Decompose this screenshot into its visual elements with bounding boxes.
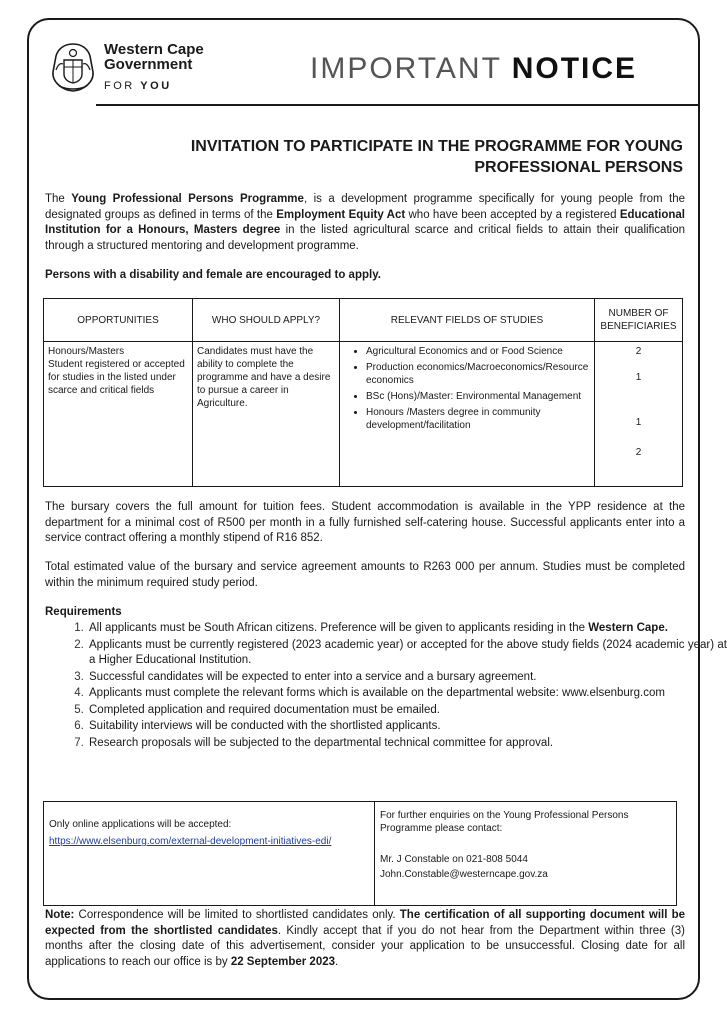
requirements-list [45,621,727,752]
requirement-item: 7. Research proposals will be subjected to the departmental technical committee for approval. [87,736,727,752]
note-label: Note: [45,909,75,921]
tagline-you: YOU [140,80,172,92]
numbers-cell [595,342,683,487]
header-fields: RELEVANT FIELDS OF STUDIES [340,299,595,342]
field-item: • Honours /Masters degree in community development/facilitation [366,406,590,432]
closing-date: 22 September 2023 [230,955,336,968]
requirement-item [87,621,727,637]
opportunity-cell [44,342,193,487]
opportunity-desc: Student registered or accepted for studies in the listed under scarce and critical fields [48,359,185,396]
fields-cell [340,342,595,487]
tagline-for: FOR [104,80,135,92]
requirement-text: All applicants must be South African citizens. Preference will be given to applicants residing in the [89,622,589,634]
field-item: • Agricultural Economics and or Food Science [366,345,590,358]
contact-email[interactable]: John.Constable@westerncape.gov.za [380,869,548,880]
requirement-region: Western Cape. [588,622,668,634]
requirement-item: 6. Suitability interviews will be conducted with the shortlisted applicants. [87,719,727,735]
brand-line-2: Government [104,56,193,73]
enquiry-cell [375,802,677,906]
headline-line-1: INVITATION TO PARTICIPATE IN THE PROGRAMME FOR YOUNG [190,138,683,155]
note-certification: The certification of all supporting document will be expected from the shortlisted candidates [45,909,685,937]
beneficiary-count: 2 [635,447,642,458]
requirement-item: 5. Completed application and required documentation must be emailed. [87,703,727,719]
intro-text: who have been accepted by a registered [405,208,620,221]
intro-programme-name: Young Professional Persons Programme [71,193,304,205]
beneficiary-count: 1 [635,417,642,428]
brand-tagline [104,80,172,92]
requirement-item: 4. Applicants must complete the relevant forms which is available on the departmental website: www.elsenburg.com [87,686,727,702]
table-header-row [44,299,683,342]
header-who-should-apply: WHO SHOULD APPLY? [193,299,340,342]
intro-text: in the listed agricultural scarce and critical fields to attain their qualification through a structured mentoring and development programme. [45,224,685,252]
note-text: Correspondence will be limited to shortlisted candidates only. [74,909,400,921]
header-opportunities: OPPORTUNITIES [44,299,193,342]
intro-text: , is a development programme specifically for young people from the designated groups as defined in terms of the [45,193,686,221]
online-application-cell [44,802,375,906]
table-row [44,342,683,487]
headline [191,136,683,178]
field-item: • Production economics/Macroeconomics/Resource economics [366,361,590,387]
intro-act-name: Employment Equity Act [276,208,406,221]
header-beneficiaries: NUMBER OF BENEFICIARIES [595,299,683,342]
who-cell: Candidates must have the ability to complete the programme and have a desire to pursue a career in Agriculture. [193,342,340,487]
note-paragraph [45,908,685,970]
bursary-paragraph: The bursary covers the full amount for tuition fees. Student accommodation is available in the YPP residence at the department for a minimal cost of R500 per month in a fully furnished self-catering house. Successful applicants enter into a service contract offering a monthly stipend of R16 852. [45,501,685,544]
field-item: • BSc (Hons)/Master: Environmental Management [366,390,590,403]
beneficiary-count: 2 [635,346,642,357]
note-text: . [335,955,339,968]
brand-line-1: Western Cape [104,41,204,58]
header-rule [96,104,700,106]
note-text: . Kindly accept that if you do not hear from the Department within three (3) months after the closing date of this advertisement, consider your application to be unsuccessful. Closing date for all applications to reach our office is by [45,924,685,968]
requirements-title: Requirements [45,606,122,618]
notice-light: IMPORTANT [310,52,502,85]
enquiry-text: For further enquiries on the Young Professional Persons Programme please contact: [380,810,629,834]
application-info-table [43,801,677,906]
beneficiary-count: 1 [635,372,642,383]
notice-title [310,52,637,86]
requirement-item: 2. Applicants must be currently registered (2023 academic year) or accepted for the above study fields (2024 academic year) at a Higher Educational Institution. [87,638,727,669]
total-paragraph: Total estimated value of the bursary and service agreement amounts to R263 000 per annum. Studies must be completed within the minimum required study period. [45,561,685,589]
intro-institution: Educational Institution for a Honours, Masters degree [45,208,685,236]
online-note: Only online applications will be accepted: [49,819,232,830]
intro-paragraph [45,192,685,254]
application-link[interactable]: https://www.elsenburg.com/external-development-initiatives-edi/ [49,836,332,847]
notice-bold: NOTICE [511,52,638,85]
requirement-item: 3. Successful candidates will be expected to enter into a service and a bursary agreement. [87,670,727,686]
encouragement-text: Persons with a disability and female are encouraged to apply. [45,269,381,281]
headline-line-2: PROFESSIONAL PERSONS [474,159,683,176]
contact-person: Mr. J Constable on 021-808 5044 [380,854,528,865]
application-row [44,802,677,906]
opportunity-title: Honours/Masters [48,346,125,357]
government-brand [104,42,204,72]
intro-text: The [45,193,72,205]
opportunities-table [43,298,683,487]
coat-of-arms-logo [46,40,100,94]
